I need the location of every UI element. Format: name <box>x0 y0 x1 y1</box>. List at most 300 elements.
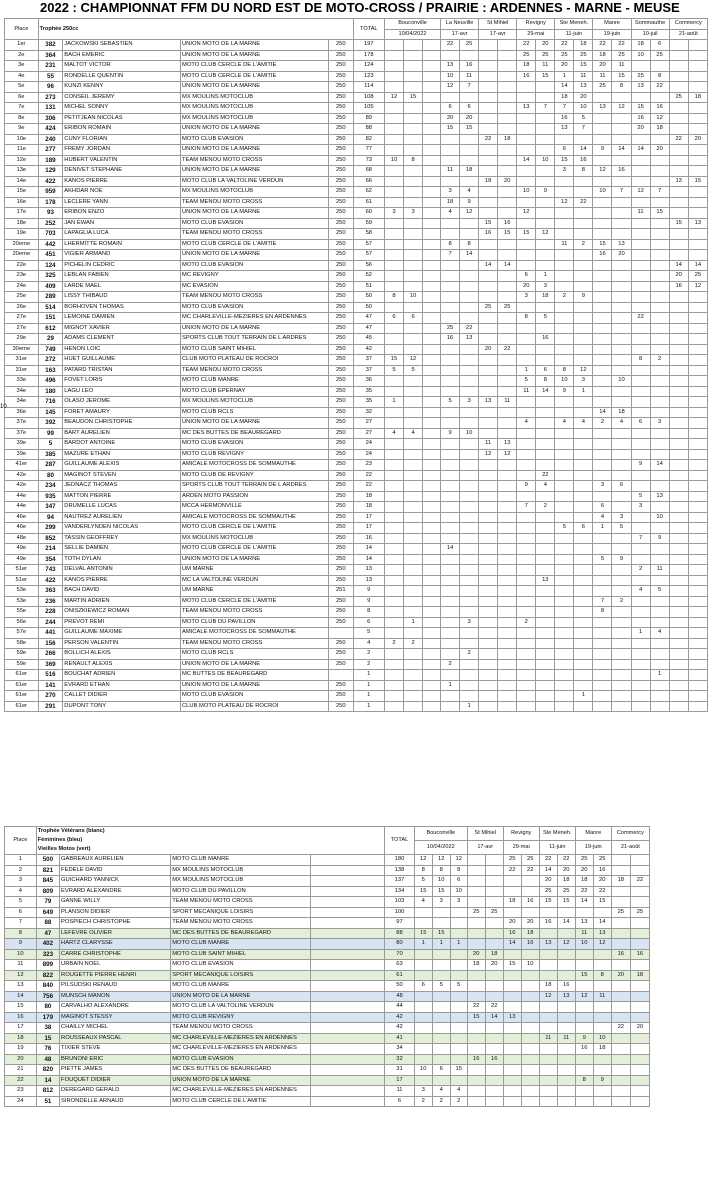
score-cell <box>467 981 485 992</box>
score-cell <box>575 1023 593 1034</box>
club-cell: UNION MOTO DE LA MARNE <box>171 991 311 1002</box>
total-cell: 66 <box>353 176 384 187</box>
score-cell: 12 <box>688 281 707 292</box>
score-cell <box>479 638 498 649</box>
score-cell <box>536 691 555 702</box>
number-cell: 409 <box>38 281 63 292</box>
score-cell <box>467 918 485 929</box>
score-cell <box>450 1054 467 1065</box>
score-cell <box>404 271 423 282</box>
score-cell <box>479 596 498 607</box>
rider-name-cell: LEMOINE DAMIEN <box>63 313 181 324</box>
rider-name-cell: ONISZKIEWICZ ROMAN <box>63 607 181 618</box>
score-cell <box>441 386 460 397</box>
table-row <box>5 292 708 303</box>
rank-cell: 34e <box>5 397 39 408</box>
score-cell <box>574 575 593 586</box>
score-cell <box>688 82 707 93</box>
score-cell: 12 <box>404 355 423 366</box>
score-cell <box>593 907 611 918</box>
table-row <box>5 596 708 607</box>
rank-cell: 19 <box>5 1044 37 1055</box>
score-cell <box>460 344 479 355</box>
rider-name-cell: MALTOT VICTOR <box>63 61 181 72</box>
score-cell: 9 <box>650 533 669 544</box>
score-cell: 18 <box>611 876 630 887</box>
table-row <box>5 970 650 981</box>
score-cell <box>423 617 441 628</box>
score-cell <box>441 229 460 240</box>
score-cell <box>441 281 460 292</box>
club-cell: SPORT MECANIQUE LOISIRS <box>171 970 311 981</box>
score-cell <box>423 565 441 576</box>
score-cell <box>669 407 688 418</box>
score-cell <box>593 617 612 628</box>
score-cell <box>631 334 650 345</box>
club-cell: MOTO CLUB CERCLE DE L'AMITIE <box>171 1096 311 1107</box>
rider-name-cell: GUICHARD YANNICK <box>60 876 171 887</box>
score-cell <box>669 344 688 355</box>
score-cell: 3 <box>404 208 423 219</box>
score-cell <box>503 907 521 918</box>
score-cell <box>498 365 517 376</box>
score-cell: 25 <box>612 50 631 61</box>
score-cell <box>669 628 688 639</box>
score-cell: 18 <box>555 92 574 103</box>
rider-name-cell: MUNSCH MANON <box>60 991 171 1002</box>
score-cell: 4 <box>593 512 612 523</box>
score-cell <box>612 428 631 439</box>
class-cell <box>310 1065 384 1076</box>
table-row <box>5 991 650 1002</box>
club-cell: MOTO CLUB MANRE <box>180 376 328 387</box>
score-cell <box>669 470 688 481</box>
score-cell <box>631 397 650 408</box>
score-cell <box>479 617 498 628</box>
table-row <box>5 92 708 103</box>
score-cell <box>650 502 669 513</box>
number-cell: 231 <box>38 61 63 72</box>
score-cell <box>423 197 441 208</box>
table-row <box>5 376 708 387</box>
score-cell <box>593 229 612 240</box>
score-cell <box>631 197 650 208</box>
rank-cell: 34e <box>5 386 39 397</box>
score-cell <box>450 1075 467 1086</box>
score-cell: 3 <box>441 187 460 198</box>
score-cell: 6 <box>574 523 593 534</box>
score-cell <box>460 670 479 681</box>
class-cell: 250 <box>328 460 353 471</box>
class-cell: 250 <box>328 61 353 72</box>
rider-name-cell: LHERMITTE ROMAIN <box>63 239 181 250</box>
rider-name-cell: LARDE MAEL <box>63 281 181 292</box>
score-cell <box>650 365 669 376</box>
rank-cell: 13 <box>5 981 37 992</box>
score-cell <box>498 554 517 565</box>
score-cell <box>498 638 517 649</box>
score-cell <box>460 533 479 544</box>
score-cell: 12 <box>441 82 460 93</box>
rider-name-cell: BORHOVEN THOMAS <box>63 302 181 313</box>
score-cell: 11 <box>650 565 669 576</box>
score-cell: 2 <box>404 638 423 649</box>
score-cell <box>593 701 612 712</box>
score-cell <box>669 82 688 93</box>
score-cell: 22 <box>503 865 521 876</box>
score-cell <box>517 586 536 597</box>
score-cell: 11 <box>479 439 498 450</box>
score-cell <box>536 670 555 681</box>
score-cell <box>574 250 593 261</box>
score-cell <box>688 250 707 261</box>
class-cell: 250 <box>328 176 353 187</box>
rider-name-cell: PETITJEAN NICOLAS <box>63 113 181 124</box>
score-cell <box>441 617 460 628</box>
score-cell: 15 <box>414 886 432 897</box>
header-place: Place <box>5 827 37 855</box>
class-cell <box>310 865 384 876</box>
rank-cell: 56e <box>5 617 39 628</box>
club-cell: MOTO CLUB SAINT MIHIEL <box>180 344 328 355</box>
score-cell: 2 <box>631 565 650 576</box>
club-cell: MOTO CLUB EVASION <box>180 134 328 145</box>
score-cell <box>669 439 688 450</box>
score-cell: 6 <box>631 418 650 429</box>
score-cell <box>517 334 536 345</box>
rider-name-cell: BEAUDON CHRISTOPHE <box>63 418 181 429</box>
score-cell <box>631 439 650 450</box>
total-cell: 2 <box>353 649 384 660</box>
score-cell <box>669 428 688 439</box>
total-cell: 2 <box>353 659 384 670</box>
score-cell <box>441 271 460 282</box>
club-cell: TEAM MENOU MOTO CROSS <box>171 918 311 929</box>
class-cell: 250 <box>328 470 353 481</box>
total-cell: 1 <box>353 701 384 712</box>
score-cell <box>441 638 460 649</box>
score-cell <box>574 470 593 481</box>
score-cell: 11 <box>575 928 593 939</box>
score-cell <box>517 92 536 103</box>
score-cell <box>441 470 460 481</box>
number-cell: 244 <box>38 617 63 628</box>
rider-name-cell: VANDERLYNDEN NICOLAS <box>63 523 181 534</box>
score-cell: 8 <box>593 607 612 618</box>
table-row <box>5 939 650 950</box>
table-row <box>5 512 708 523</box>
score-cell: 22 <box>460 323 479 334</box>
number-cell: 369 <box>38 659 63 670</box>
score-cell <box>384 197 403 208</box>
header-event-date: 19-juin <box>593 29 631 40</box>
rider-name-cell: PERSON VALENTIN <box>63 638 181 649</box>
class-cell <box>310 855 384 866</box>
score-cell: 25 <box>557 886 575 897</box>
score-cell <box>650 649 669 660</box>
number-cell: 79 <box>36 897 59 908</box>
club-cell: UM MARNE <box>180 565 328 576</box>
score-cell <box>441 260 460 271</box>
score-cell: 18 <box>593 50 612 61</box>
score-cell: 13 <box>650 491 669 502</box>
score-cell <box>593 586 612 597</box>
score-cell <box>450 991 467 1002</box>
score-cell <box>650 229 669 240</box>
score-cell <box>479 239 498 250</box>
class-cell: 250 <box>328 691 353 702</box>
score-cell: 7 <box>517 502 536 513</box>
header-event-date: 17-avr <box>441 29 479 40</box>
score-cell <box>485 939 503 950</box>
score-cell <box>460 512 479 523</box>
score-cell <box>669 239 688 250</box>
score-cell <box>384 607 403 618</box>
score-cell <box>384 470 403 481</box>
score-cell: 11 <box>612 61 631 72</box>
score-cell <box>460 544 479 555</box>
number-cell: 88 <box>36 918 59 929</box>
score-cell <box>631 544 650 555</box>
score-cell <box>631 271 650 282</box>
score-cell <box>575 1002 593 1013</box>
score-cell: 25 <box>630 907 649 918</box>
score-cell: 8 <box>536 376 555 387</box>
score-cell <box>669 313 688 324</box>
number-cell: 809 <box>36 886 59 897</box>
table-row <box>5 50 708 61</box>
rank-cell: 18e <box>5 218 39 229</box>
score-cell <box>432 970 450 981</box>
score-cell <box>479 533 498 544</box>
score-cell <box>688 302 707 313</box>
score-cell: 1 <box>450 939 467 950</box>
score-cell <box>539 1096 557 1107</box>
score-cell <box>630 1075 649 1086</box>
score-cell <box>593 334 612 345</box>
score-cell: 2 <box>574 239 593 250</box>
score-cell: 14 <box>555 82 574 93</box>
score-cell: 7 <box>612 187 631 198</box>
score-cell <box>555 313 574 324</box>
score-cell <box>612 344 631 355</box>
table-row <box>5 565 708 576</box>
score-cell <box>593 376 612 387</box>
score-cell <box>467 1033 485 1044</box>
score-cell <box>611 1002 630 1013</box>
score-cell <box>498 166 517 177</box>
rank-cell: 59e <box>5 659 39 670</box>
score-cell <box>479 491 498 502</box>
score-cell <box>688 460 707 471</box>
number-cell: 845 <box>36 876 59 887</box>
score-cell: 9 <box>612 554 631 565</box>
score-cell <box>441 365 460 376</box>
rider-name-cell: LEBLAN FABIEN <box>63 271 181 282</box>
table-row <box>5 197 708 208</box>
score-cell <box>384 124 403 135</box>
score-cell <box>555 229 574 240</box>
score-cell <box>574 670 593 681</box>
score-cell <box>555 439 574 450</box>
score-cell: 15 <box>555 155 574 166</box>
number-cell: 442 <box>38 239 63 250</box>
score-cell <box>536 239 555 250</box>
number-cell: 441 <box>38 628 63 639</box>
score-cell <box>574 439 593 450</box>
class-cell: 250 <box>328 418 353 429</box>
score-cell <box>631 659 650 670</box>
score-cell <box>485 1065 503 1076</box>
score-cell: 2 <box>432 1096 450 1107</box>
header-event-date: 17-avr <box>467 841 503 855</box>
class-cell: 250 <box>328 680 353 691</box>
score-cell <box>631 617 650 628</box>
score-cell <box>479 470 498 481</box>
score-cell: 6 <box>384 313 403 324</box>
score-cell: 12 <box>539 991 557 1002</box>
score-cell <box>517 218 536 229</box>
number-cell: 347 <box>38 502 63 513</box>
rider-name-cell: BARDOT ANTOINE <box>63 439 181 450</box>
score-cell <box>688 481 707 492</box>
score-cell <box>631 449 650 460</box>
rank-cell: 14 <box>5 991 37 1002</box>
rider-name-cell: HUET GUILLAUME <box>63 355 181 366</box>
number-cell: 270 <box>38 691 63 702</box>
score-cell: 5 <box>555 523 574 534</box>
rank-cell: 17 <box>5 1023 37 1034</box>
score-cell <box>467 1023 485 1034</box>
class-cell: 250 <box>328 428 353 439</box>
rank-cell: 6e <box>5 92 39 103</box>
score-cell <box>536 145 555 156</box>
score-cell: 25 <box>521 855 539 866</box>
score-cell <box>555 218 574 229</box>
score-cell <box>574 218 593 229</box>
score-cell: 12 <box>574 365 593 376</box>
score-cell <box>404 281 423 292</box>
class-cell: 250 <box>328 523 353 534</box>
header-total: TOTAL <box>353 19 384 40</box>
score-cell <box>631 607 650 618</box>
score-cell <box>460 386 479 397</box>
score-cell <box>423 586 441 597</box>
score-cell <box>536 166 555 177</box>
score-cell <box>593 176 612 187</box>
score-cell: 13 <box>557 991 575 1002</box>
score-cell <box>479 365 498 376</box>
score-cell <box>630 1002 649 1013</box>
score-cell <box>404 323 423 334</box>
score-cell <box>498 502 517 513</box>
score-cell: 15 <box>414 928 432 939</box>
number-cell: 55 <box>38 71 63 82</box>
score-cell: 11 <box>441 166 460 177</box>
rank-cell: 17e <box>5 208 39 219</box>
table-row <box>5 670 708 681</box>
rider-name-cell: KANOS PIERRE <box>63 575 181 586</box>
score-cell <box>521 1054 539 1065</box>
score-cell <box>593 313 612 324</box>
rank-cell: 61er <box>5 680 39 691</box>
rider-name-cell: MARTIN ADRIEN <box>63 596 181 607</box>
score-cell <box>555 208 574 219</box>
score-cell <box>669 365 688 376</box>
score-cell <box>460 502 479 513</box>
score-cell <box>384 82 403 93</box>
score-cell <box>593 491 612 502</box>
score-cell: 15 <box>669 218 688 229</box>
score-cell: 5 <box>384 365 403 376</box>
score-cell: 2 <box>384 638 403 649</box>
score-cell <box>423 208 441 219</box>
score-cell: 25 <box>650 50 669 61</box>
score-cell <box>630 960 649 971</box>
score-cell <box>384 218 403 229</box>
number-cell: 363 <box>38 586 63 597</box>
club-cell: MX MOULINS MOTOCLUB <box>180 533 328 544</box>
score-cell <box>498 407 517 418</box>
score-cell <box>536 407 555 418</box>
score-cell <box>688 334 707 345</box>
score-cell <box>688 229 707 240</box>
score-cell <box>557 907 575 918</box>
score-cell <box>574 586 593 597</box>
score-cell <box>669 50 688 61</box>
rank-cell: 61er <box>5 670 39 681</box>
class-cell: 250 <box>328 40 353 51</box>
score-cell: 14 <box>575 897 593 908</box>
score-cell <box>423 628 441 639</box>
total-cell: 1 <box>353 691 384 702</box>
score-cell <box>384 491 403 502</box>
score-cell: 4 <box>631 586 650 597</box>
score-cell: 2 <box>460 649 479 660</box>
score-cell <box>467 939 485 950</box>
score-cell: 16 <box>574 155 593 166</box>
rank-cell: 31er <box>5 365 39 376</box>
score-cell <box>612 365 631 376</box>
score-cell <box>479 208 498 219</box>
rider-name-cell: FREMY JORDAN <box>63 145 181 156</box>
class-cell: 250 <box>328 607 353 618</box>
number-cell: 935 <box>38 491 63 502</box>
score-cell: 20 <box>612 250 631 261</box>
score-cell: 14 <box>612 145 631 156</box>
class-cell: 250 <box>328 166 353 177</box>
score-cell <box>404 481 423 492</box>
score-cell: 18 <box>460 166 479 177</box>
header-row-events <box>5 827 650 841</box>
score-cell <box>593 1096 611 1107</box>
score-cell <box>404 628 423 639</box>
score-cell <box>384 239 403 250</box>
score-cell <box>669 649 688 660</box>
score-cell <box>575 1054 593 1065</box>
rider-name-cell: KUNZI KENNY <box>63 82 181 93</box>
score-cell <box>575 1086 593 1097</box>
score-cell: 14 <box>460 250 479 261</box>
score-cell <box>384 260 403 271</box>
number-cell: 38 <box>36 1023 59 1034</box>
score-cell <box>485 886 503 897</box>
score-cell <box>404 187 423 198</box>
number-cell: 214 <box>38 544 63 555</box>
rank-cell: 37e <box>5 428 39 439</box>
score-cell <box>423 533 441 544</box>
score-cell: 5 <box>404 365 423 376</box>
